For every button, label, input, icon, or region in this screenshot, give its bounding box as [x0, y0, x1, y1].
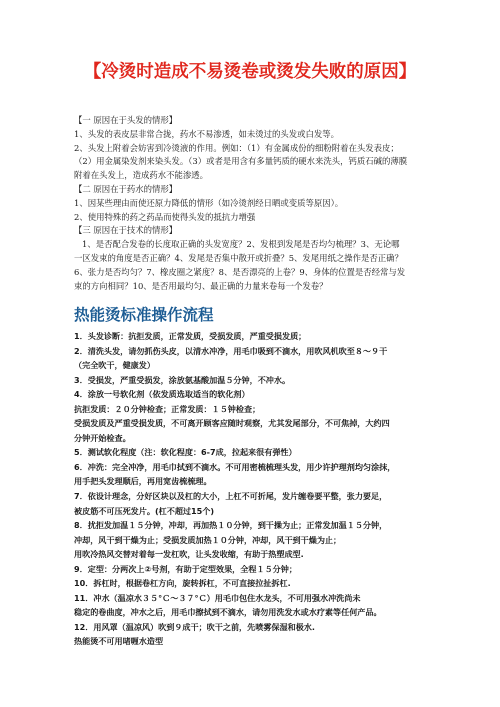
- text-line: 2、头发上附着会妨害到冷烫液的作用。例如：（1）有金属成份的细粉附着在头发表皮；: [74, 142, 399, 153]
- step-line: 8．扰拒发加温１５分钟，冲却，再加热１０分钟，到干操为止；正常发加温１５分钟，: [74, 520, 388, 531]
- page-title: 【冷烫时造成不易烫卷或烫发失败的原因】: [83, 62, 417, 82]
- step-line: 6．冲洗：完全冲净，用毛巾拭到不滴水。不可用密梳梳理头发，用少许护理剂均匀涂抹，: [74, 461, 396, 472]
- step-line: 1．头发诊断：抗拒发质，正常发质，受损发质，严重受损发质；: [74, 331, 307, 341]
- section-heading: 热能烫标准操作流程: [74, 306, 214, 324]
- step-line: 用吹冷热风交替对着每一发杠吹，让头发收缩，有助于热塑成型.: [74, 549, 304, 560]
- step-line: 用手把头发理顺后，再用宽齿梳梳理。: [74, 476, 212, 487]
- step-line: 12．用风罩（温凉风）吹到９成干；吹干之前，先喷雾保湿和极水.: [74, 621, 315, 632]
- step-line: 被皮筋不可压死发片。(杠不超过15个): [74, 505, 215, 516]
- step-line: 7．依设计理念，分好区块以及杠的大小，上杠不可折尾，发片缠卷要平整，张力要足，: [74, 491, 388, 502]
- text-line: 附着在头发上，造成药水不能渗透。: [74, 170, 208, 181]
- step-line: 受损发质及严重受损发质，不可离开顾客应随时观察，尤其发尾部分，不可焦掉，大约四: [74, 418, 390, 429]
- step-line: 分钟开始检查。: [74, 432, 131, 443]
- subheading-solution: 【二 原因在于药水的情形】: [74, 183, 178, 194]
- text-line: （2）用金属染发剂来染头发。（3）或者是用含有多量钙质的硬水来洗头，钙质石碱的薄膜: [74, 156, 408, 167]
- step-line: 11．冲水（温凉水３５°Ｃ～３７°Ｃ）用毛巾包住水龙头，不可用强水冲洗尚未: [74, 592, 361, 603]
- step-line: 9．定型：分两次上②号剂，有助于定型效果，全程１５分钟；: [74, 563, 297, 574]
- step-line: （完全吹干，健康发）: [74, 360, 155, 371]
- text-line: 一区发束的角度是否正确？4、发尾是否集中散开或折叠？5、发尾用纸之操作是否正确？: [74, 252, 403, 263]
- failure-causes-section: [74, 114, 454, 293]
- subheading-technique: 【三 原因在于技术的情形】: [74, 225, 178, 236]
- text-line: 1、头发的表皮层非常合拢，药水不易渗透，如未烫过的头发或白发等。: [74, 128, 339, 139]
- text-line: 束的方向相同？10、是否用最均匀、最正确的力量来卷每一个发卷？: [74, 280, 328, 291]
- step-line: 2．清洗头发，请勿抓伤头皮，以清水冲净，用毛巾吸到不滴水，用吹风机吹至８～９干: [74, 345, 388, 356]
- step-line: 10．拆杠时，根据卷杠方向，旋转拆杠，不可直接拉扯拆杠.: [74, 578, 291, 589]
- text-line: 1、是否配合发卷的长度取正确的头发宽度？2、发根到发尾是否均匀梳理？3、无论哪: [82, 239, 400, 250]
- step-line: 稳定的卷曲度，冲水之后，用毛巾擦拭到不滴水，请勿用洗发水或水疗素等任何产品。: [74, 607, 382, 618]
- step-line: 4．涂放一号软化剂（依发质选取适当的软化剂）: [74, 389, 250, 400]
- step-line: 热能烫不可用啫喱水造型: [74, 636, 164, 647]
- step-line: 3．受损发，严重受损发，涂放氨基酸加温５分钟，不冲水。: [74, 374, 291, 385]
- step-line: 冲却，风干到干燥为止；受损发质加热１０分钟，冲却，风干到干燥为止；: [74, 534, 342, 545]
- text-line: 6、张力是否均匀？7、橡皮圈之紧度？8、是否漂亮的上卷？9、身体的位置是否经常与发: [74, 266, 406, 277]
- procedure-section: [74, 329, 444, 649]
- step-line: 抗拒发质：２０分钟检查；正常发质：１５钟检查；: [74, 403, 261, 414]
- step-line: 5．测试软化程度（注：软化程度：6-7成，拉起来很有弹性）: [74, 447, 297, 458]
- text-line: 1、因某些理由而使还原力降低的情形（如冷烫剂经日晒或变质等原因）。: [74, 197, 344, 208]
- text-line: 2、使用特殊的药之药品而使得头发的抵抗力增强: [74, 211, 256, 222]
- subheading-hair: 【一 原因在于头发的情形】: [74, 115, 178, 125]
